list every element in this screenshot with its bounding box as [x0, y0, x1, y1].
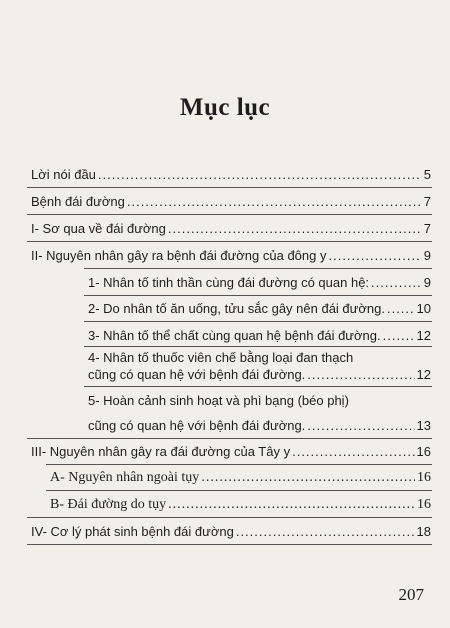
divider: [27, 438, 432, 439]
toc-entry: [88, 328, 431, 343]
toc-entry-label-line1: 5- Hoàn cảnh sinh hoạt và phì bạng (béo phị): [88, 393, 349, 408]
toc-entry-page: 10: [416, 301, 431, 316]
divider: [27, 214, 432, 215]
divider: [46, 490, 432, 491]
toc-entry-label: IV- Cơ lý phát sinh bệnh đái đường: [31, 524, 234, 539]
toc-entry-label: A- Nguyên nhân ngoài tụy: [50, 470, 200, 485]
toc-entry-page: 18: [416, 524, 431, 539]
toc-entry-page: 5: [423, 167, 431, 182]
toc-entry-page: 9: [423, 248, 431, 263]
dot-leader: [236, 524, 415, 539]
toc-entry-page: 12: [416, 328, 431, 343]
toc-entry-label: 3- Nhân tố thể chất cùng quan hệ bệnh đái đường.: [88, 328, 381, 343]
toc-entry: [31, 524, 431, 539]
toc-entry: [31, 248, 431, 263]
toc-entry-label: cũng có quan hệ với bệnh đái đường.: [88, 418, 306, 433]
toc-entry-label: III- Nguyên nhân gây ra đái đường của Tây y: [31, 444, 291, 459]
divider: [27, 544, 432, 545]
toc-entry-label: 1- Nhân tố tinh thần cùng đái đường có quan hệ:: [88, 275, 370, 290]
toc-entry-page: 16: [417, 470, 431, 485]
toc-entry: [50, 470, 431, 485]
dot-leader: [371, 275, 422, 290]
toc-entry-label: Bệnh đái đường: [31, 194, 125, 209]
toc-entry-label: 2- Do nhân tố ăn uống, tửu sắc gây nên đái đường.: [88, 301, 385, 316]
toc-entry-label: II- Nguyên nhân gây ra bệnh đái đường của đông y: [31, 248, 327, 263]
divider: [84, 268, 432, 269]
divider: [84, 295, 432, 296]
divider: [27, 241, 432, 242]
dot-leader: [127, 194, 422, 209]
toc-entry: [31, 221, 431, 236]
toc-entry-label: I- Sơ qua về đái đường: [31, 221, 166, 236]
toc-entry-label-line1: 4- Nhân tố thuốc viên chế bằng loại đan thạch: [88, 350, 354, 365]
toc-entry-page: 16: [416, 444, 431, 459]
toc-entry-page: 7: [423, 194, 431, 209]
dot-leader: [168, 221, 422, 236]
divider: [84, 346, 432, 347]
toc-entry: [31, 167, 431, 182]
toc-entry-page: 16: [417, 497, 431, 512]
divider: [84, 386, 432, 387]
dot-leader: [387, 301, 415, 316]
dot-leader: [168, 497, 415, 512]
toc-entry-page: 9: [423, 275, 431, 290]
divider: [84, 321, 432, 322]
dot-leader: [98, 167, 422, 182]
dot-leader: [383, 328, 415, 343]
toc-entry: [88, 301, 431, 316]
toc-entry-label: B- Đái đường do tụy: [50, 497, 167, 512]
toc-entry-label: cũng có quan hệ với bệnh đái đường.: [88, 367, 306, 382]
divider: [27, 517, 432, 518]
page-title: Mục lục: [179, 94, 271, 121]
dot-leader: [307, 367, 414, 382]
toc-entry: [88, 275, 431, 290]
dot-leader: [201, 470, 415, 485]
dot-leader: [307, 418, 414, 433]
toc-entry: [31, 444, 431, 459]
toc-entry-label: Lời nói đầu: [31, 167, 96, 182]
toc-entry-page: 13: [416, 418, 431, 433]
divider: [27, 187, 432, 188]
toc-entry: [50, 497, 431, 512]
dot-leader: [328, 248, 421, 263]
page-number: 207: [398, 585, 424, 604]
dot-leader: [292, 444, 414, 459]
toc-entry: [31, 194, 431, 209]
toc-entry-page: 7: [423, 221, 431, 236]
toc-entry-page: 12: [416, 367, 431, 382]
divider: [46, 464, 432, 465]
toc-entry: [88, 367, 431, 382]
toc-entry: [88, 418, 431, 433]
